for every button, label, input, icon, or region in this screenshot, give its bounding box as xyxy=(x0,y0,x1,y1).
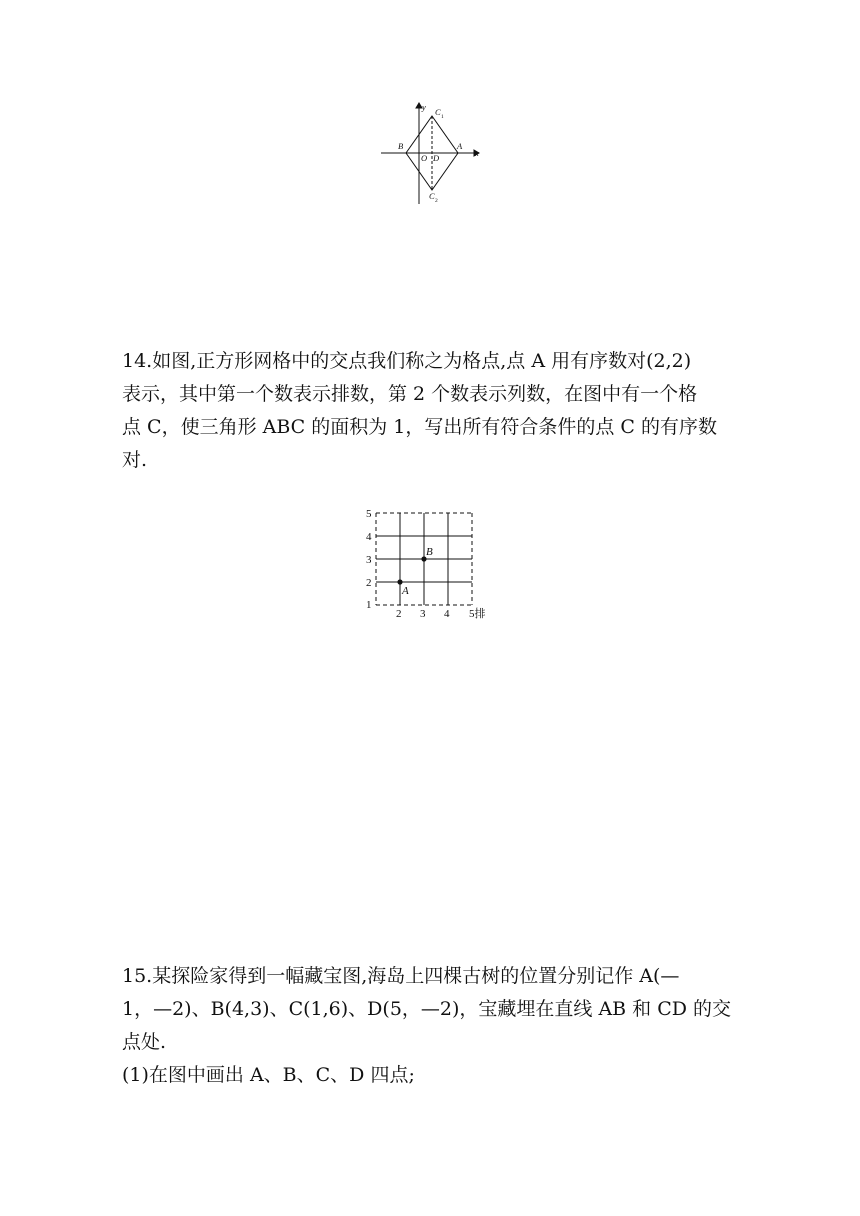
q14-line: 表示，其中第一个数表示排数，第 2 个数表示列数，在图中有一个格 xyxy=(122,383,698,405)
rhombus-axes-figure xyxy=(378,100,488,210)
x-tick-label: 4 xyxy=(444,608,450,620)
y-tick-label: 4 xyxy=(366,531,372,543)
x-tick-label: 5排 xyxy=(469,608,486,620)
label-a: A xyxy=(457,141,463,151)
point-b-label: B xyxy=(426,546,433,558)
label-c1: C xyxy=(435,107,441,117)
y-tick-label: 2 xyxy=(366,577,372,589)
q15-line: 1，—2)、B(4,3)、C(1,6)、D(5，—2)，宝藏埋在直线 AB 和 CD 的交 xyxy=(122,998,732,1020)
q15-line: (1)在图中画出 A、B、C、D 四点; xyxy=(122,1064,415,1086)
label-o: O xyxy=(421,153,428,163)
q14-line: 14.如图,正方形网格中的交点我们称之为格点,点 A 用有序数对(2,2) xyxy=(122,350,692,372)
y-tick-label: 1 xyxy=(366,599,372,611)
question-14-text xyxy=(122,345,762,477)
label-d: D xyxy=(433,153,440,163)
label-c2-sub: 2 xyxy=(435,198,438,204)
label-x: x xyxy=(475,148,479,158)
question-15-text xyxy=(122,960,762,1092)
label-b: B xyxy=(398,141,404,151)
point-a-label: A xyxy=(402,585,409,597)
q15-line: 15.某探险家得到一幅藏宝图,海岛上四棵古树的位置分别记作 A(— xyxy=(122,965,680,987)
x-tick-label: 3 xyxy=(420,608,426,620)
label-c2: C xyxy=(429,191,435,201)
y-tick-label: 5 xyxy=(366,508,372,520)
point-a xyxy=(397,579,402,584)
q15-line: 点处. xyxy=(122,1031,167,1053)
square-grid-figure xyxy=(362,505,512,625)
label-c1-sub: 1 xyxy=(441,114,444,120)
q14-line: 对. xyxy=(122,449,148,471)
q14-line: 点 C，使三角形 ABC 的面积为 1，写出所有符合条件的点 C 的有序数 xyxy=(122,416,717,438)
label-y: y xyxy=(422,102,426,112)
x-tick-label: 2 xyxy=(396,608,402,620)
y-tick-label: 3 xyxy=(366,554,372,566)
